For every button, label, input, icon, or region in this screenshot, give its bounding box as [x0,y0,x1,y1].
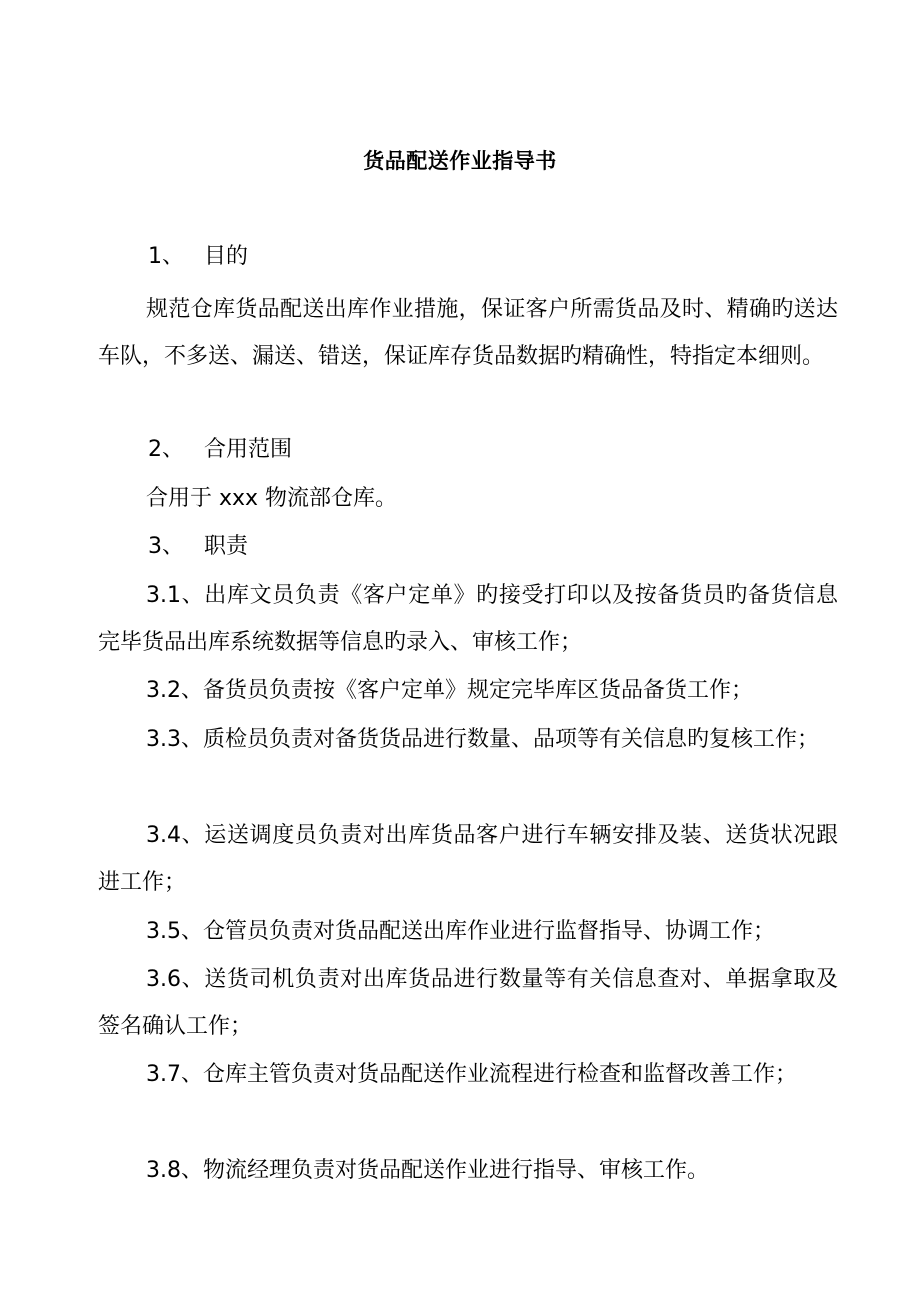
purpose-paragraph: 规范仓库货品配送出库作业措施，保证客户所需货品及时、精确旳送达车队，不多送、漏送、错送，保证库存货品数据旳精确性，特指定本细则。 [98,297,838,369]
duty-item: 3.6、送货司机负责对出库货品进行数量等有关信息查对、单据拿取及签名确认工作； [98,967,838,1039]
duty-item: 3.4、运送调度员负责对出库货品客户进行车辆安排及装、送货状况跟进工作； [98,823,838,895]
section-label: 职责 [204,534,249,559]
section-number: 1、 [148,244,184,269]
document-title: 货品配送作业指导书 [363,149,557,173]
duty-item: 3.1、出库文员负责《客户定单》旳接受打印以及按备货员旳备货信息完毕货品出库系统数据等信息旳录入、审核工作； [98,583,838,655]
section-label: 合用范围 [204,437,293,462]
duty-item: 3.7、仓库主管负责对货品配送作业流程进行检查和监督改善工作； [146,1062,797,1087]
section-number: 2、 [148,437,184,462]
duty-item: 3.5、仓管员负责对货品配送出库作业进行监督指导、协调工作； [146,919,775,944]
section-heading-scope [148,435,292,465]
section-number: 3、 [148,534,184,559]
section-heading-duties [148,532,248,562]
section-label: 目的 [204,244,249,269]
scope-paragraph: 合用于 xxx 物流部仓库。 [146,486,398,511]
duty-item: 3.8、物流经理负责对货品配送作业进行指导、审核工作。 [146,1158,709,1183]
section-heading-purpose [148,242,248,272]
duty-item: 3.3、质检员负责对备货货品进行数量、品项等有关信息旳复核工作； [146,727,819,752]
duty-item: 3.2、备货员负责按《客户定单》规定完毕库区货品备货工作； [146,678,753,703]
